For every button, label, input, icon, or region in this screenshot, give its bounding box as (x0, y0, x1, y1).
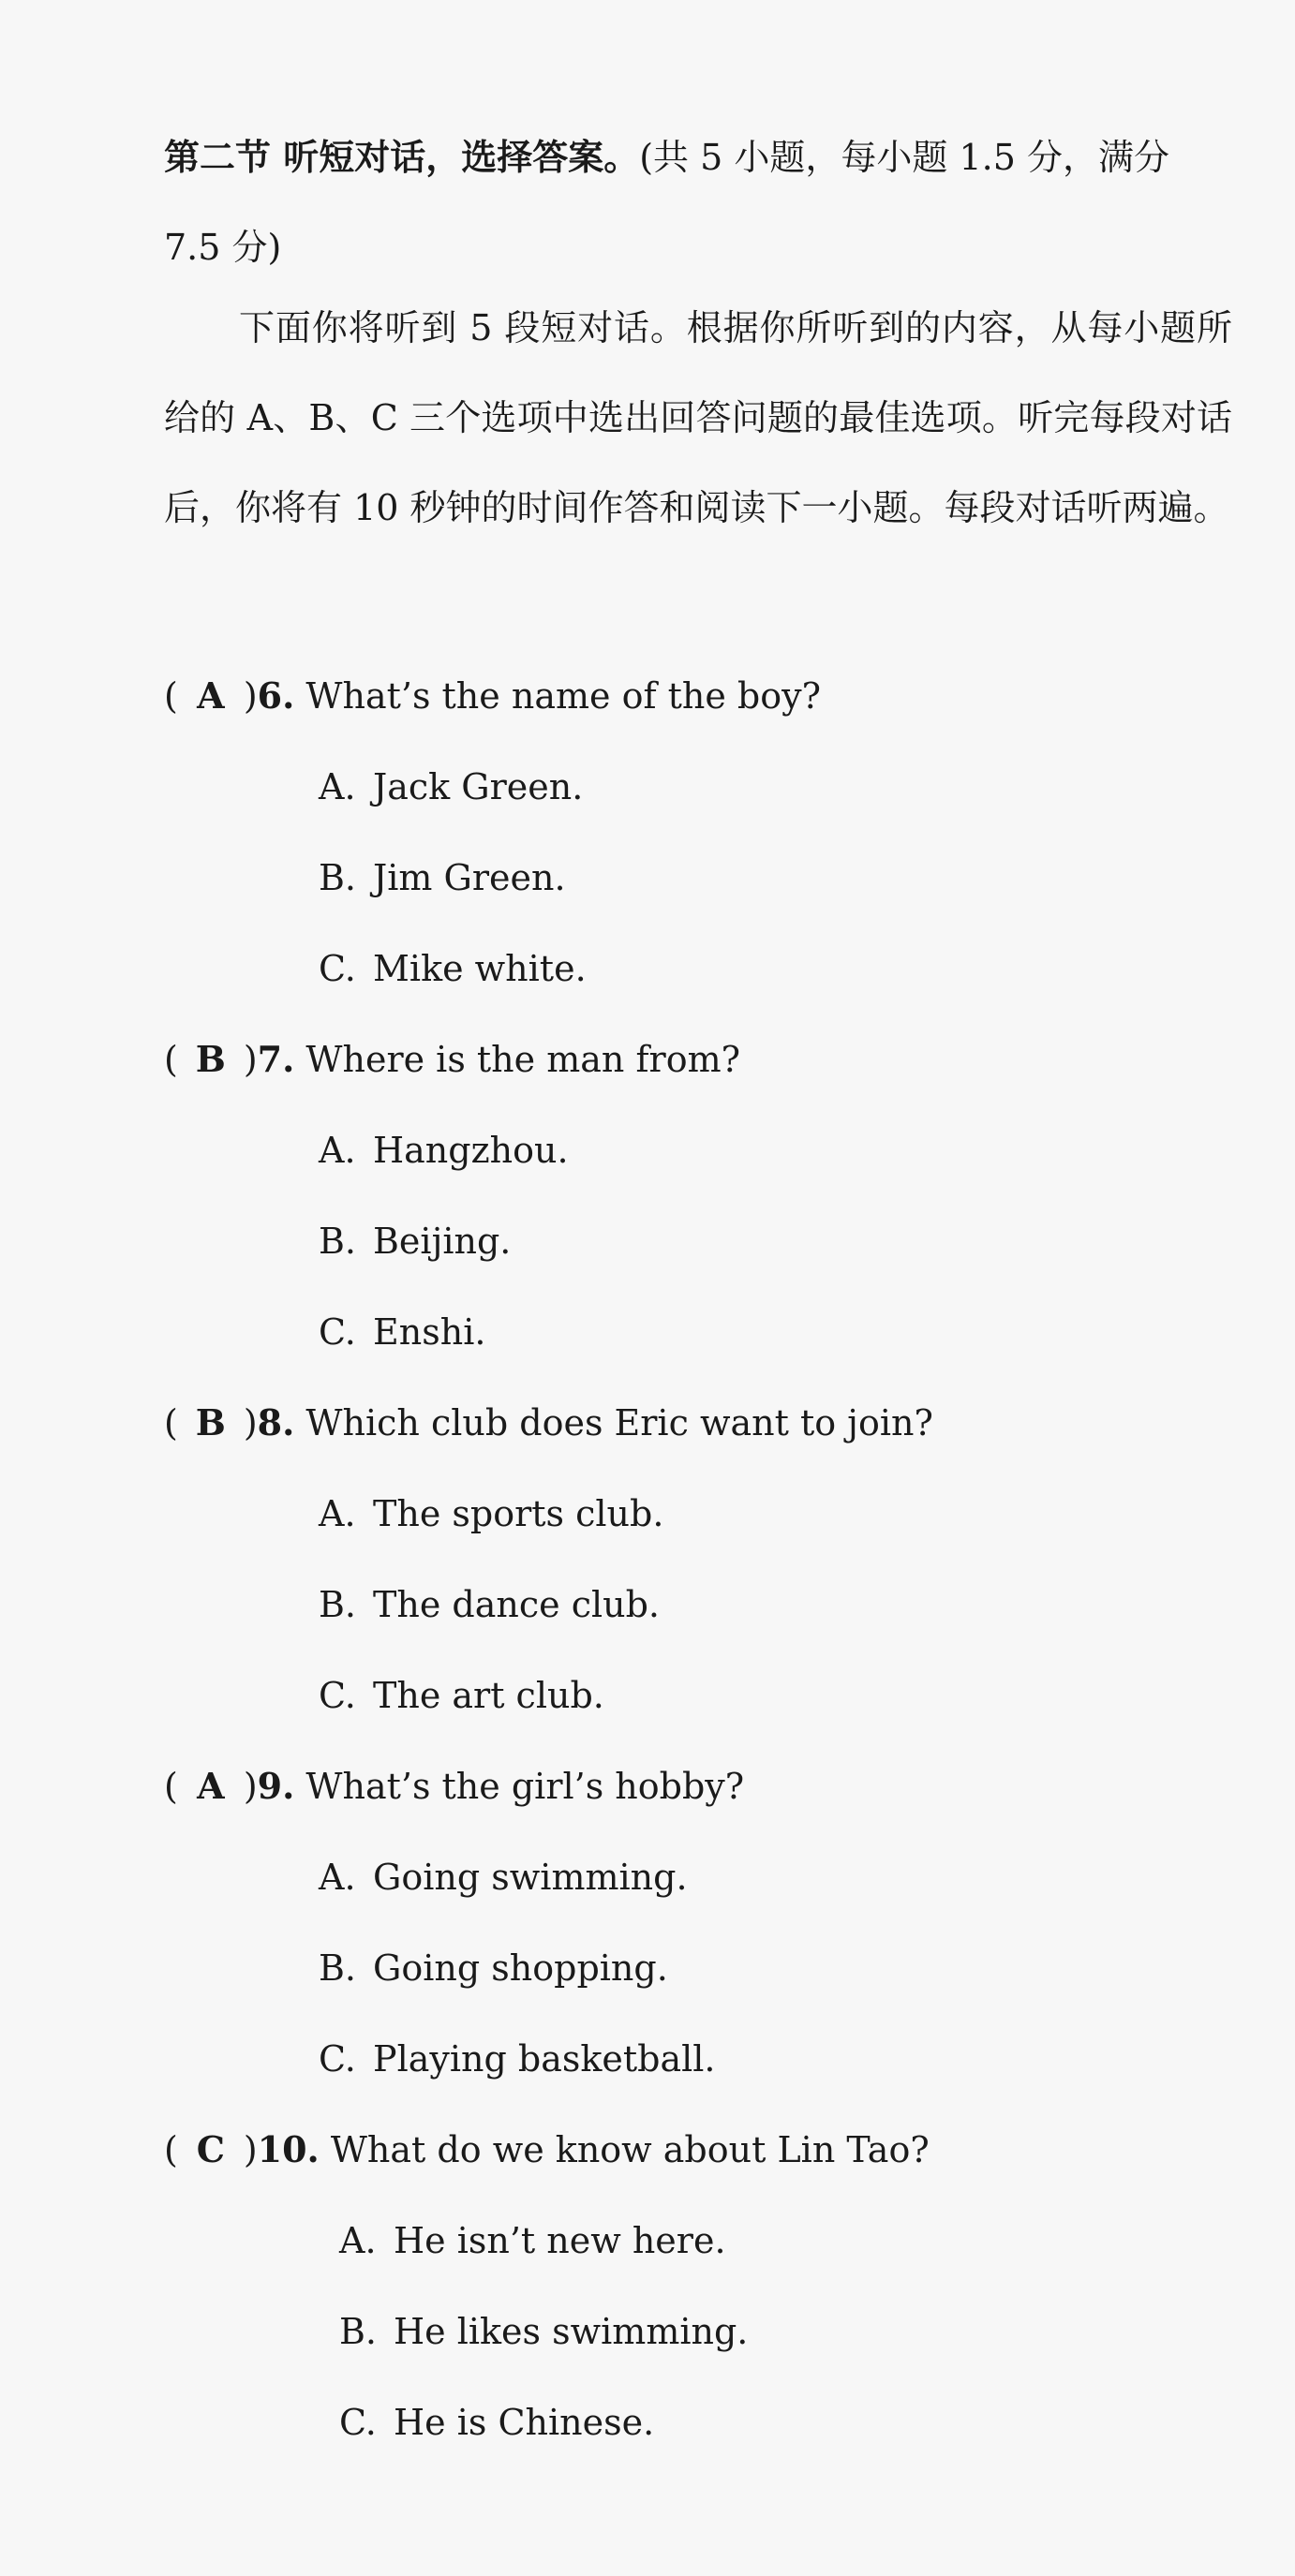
section-title: 第二节 听短对话，选择答案。 (164, 136, 640, 178)
option-letter: A. (319, 1130, 356, 1171)
option-text: He is Chinese. (394, 2402, 655, 2443)
question-text: Which club does Eric want to join? (305, 1402, 933, 1443)
question-number: 8. (257, 1401, 295, 1443)
option-text: Enshi. (373, 1311, 486, 1353)
option-text: Going shopping. (373, 1947, 668, 1989)
option-b (319, 850, 566, 906)
section-header (164, 112, 1232, 292)
option-text: The dance club. (373, 1584, 661, 1625)
section-scoring: (共 5 小题，每小题 1.5 分，满分 7.5 分) (164, 137, 1169, 268)
open-paren: ( (164, 675, 178, 717)
option-text: Hangzhou. (373, 1130, 569, 1171)
option-a (319, 759, 583, 815)
option-c (339, 2394, 654, 2450)
option-text: Mike white. (373, 948, 587, 989)
option-letter: A. (319, 1493, 356, 1534)
question-text: What’s the name of the boy? (305, 675, 821, 717)
answer-letter: C (196, 2128, 225, 2170)
option-text: Going swimming. (373, 1857, 688, 1898)
question-text: Where is the man from? (305, 1039, 740, 1080)
option-c (319, 1304, 485, 1360)
close-paren: ) (243, 1039, 258, 1080)
option-b (339, 2303, 748, 2360)
question-number: 7. (257, 1038, 295, 1080)
option-b (319, 1213, 511, 1269)
option-text: He isn’t new here. (394, 2220, 726, 2261)
close-paren: ) (243, 2129, 258, 2170)
instructions-paragraph: 下面你将听到 5 段短对话。根据你所听到的内容，从每小题所给的 A、B、C 三个选项中选出回答问题的最佳选项。听完每段对话后，你将有 10 秒钟的时间作答和阅读下一小题。每段对话听两遍。 (164, 307, 1232, 528)
question-7 (164, 1031, 740, 1088)
option-letter: B. (339, 2311, 378, 2352)
answer-letter: A (197, 674, 225, 717)
option-a (319, 1122, 569, 1178)
open-paren: ( (164, 1402, 178, 1443)
option-a (319, 1486, 663, 1542)
option-text: Jack Green. (373, 766, 584, 807)
option-c (319, 1667, 604, 1724)
option-b (319, 1940, 668, 1996)
question-8 (164, 1395, 933, 1451)
option-a (319, 1849, 688, 1905)
open-paren: ( (164, 1039, 178, 1080)
option-a (339, 2213, 726, 2269)
option-text: The art club. (373, 1675, 604, 1716)
option-letter: C. (319, 1675, 356, 1716)
question-text: What do we know about Lin Tao? (330, 2129, 930, 2170)
question-9 (164, 1758, 744, 1814)
open-paren: ( (164, 1766, 178, 1807)
option-text: Jim Green. (373, 857, 566, 898)
option-c (319, 940, 587, 997)
option-letter: C. (319, 2038, 356, 2080)
option-letter: A. (319, 1857, 356, 1898)
option-letter: B. (319, 857, 357, 898)
close-paren: ) (243, 1766, 258, 1807)
open-paren: ( (164, 2129, 178, 2170)
option-letter: B. (319, 1221, 357, 1262)
question-10 (164, 2122, 930, 2178)
option-text: Beijing. (373, 1221, 512, 1262)
option-letter: A. (319, 766, 356, 807)
answer-letter: A (197, 1765, 225, 1807)
option-c (319, 2031, 716, 2087)
question-6 (164, 668, 821, 724)
option-text: The sports club. (373, 1493, 664, 1534)
close-paren: ) (243, 1402, 258, 1443)
option-letter: B. (319, 1584, 357, 1625)
question-text: What’s the girl’s hobby? (305, 1766, 745, 1807)
option-letter: C. (319, 1311, 356, 1353)
option-letter: C. (339, 2402, 377, 2443)
option-letter: C. (319, 948, 356, 989)
question-number: 6. (257, 674, 295, 717)
option-text: Playing basketball. (373, 2038, 716, 2080)
option-b (319, 1577, 660, 1633)
answer-letter: B (195, 1401, 226, 1443)
option-text: He likes swimming. (394, 2311, 749, 2352)
question-number: 10. (257, 2128, 320, 2170)
close-paren: ) (243, 675, 258, 717)
answer-letter: B (195, 1038, 226, 1080)
option-letter: B. (319, 1947, 357, 1989)
question-number: 9. (257, 1765, 295, 1807)
option-letter: A. (339, 2220, 377, 2261)
